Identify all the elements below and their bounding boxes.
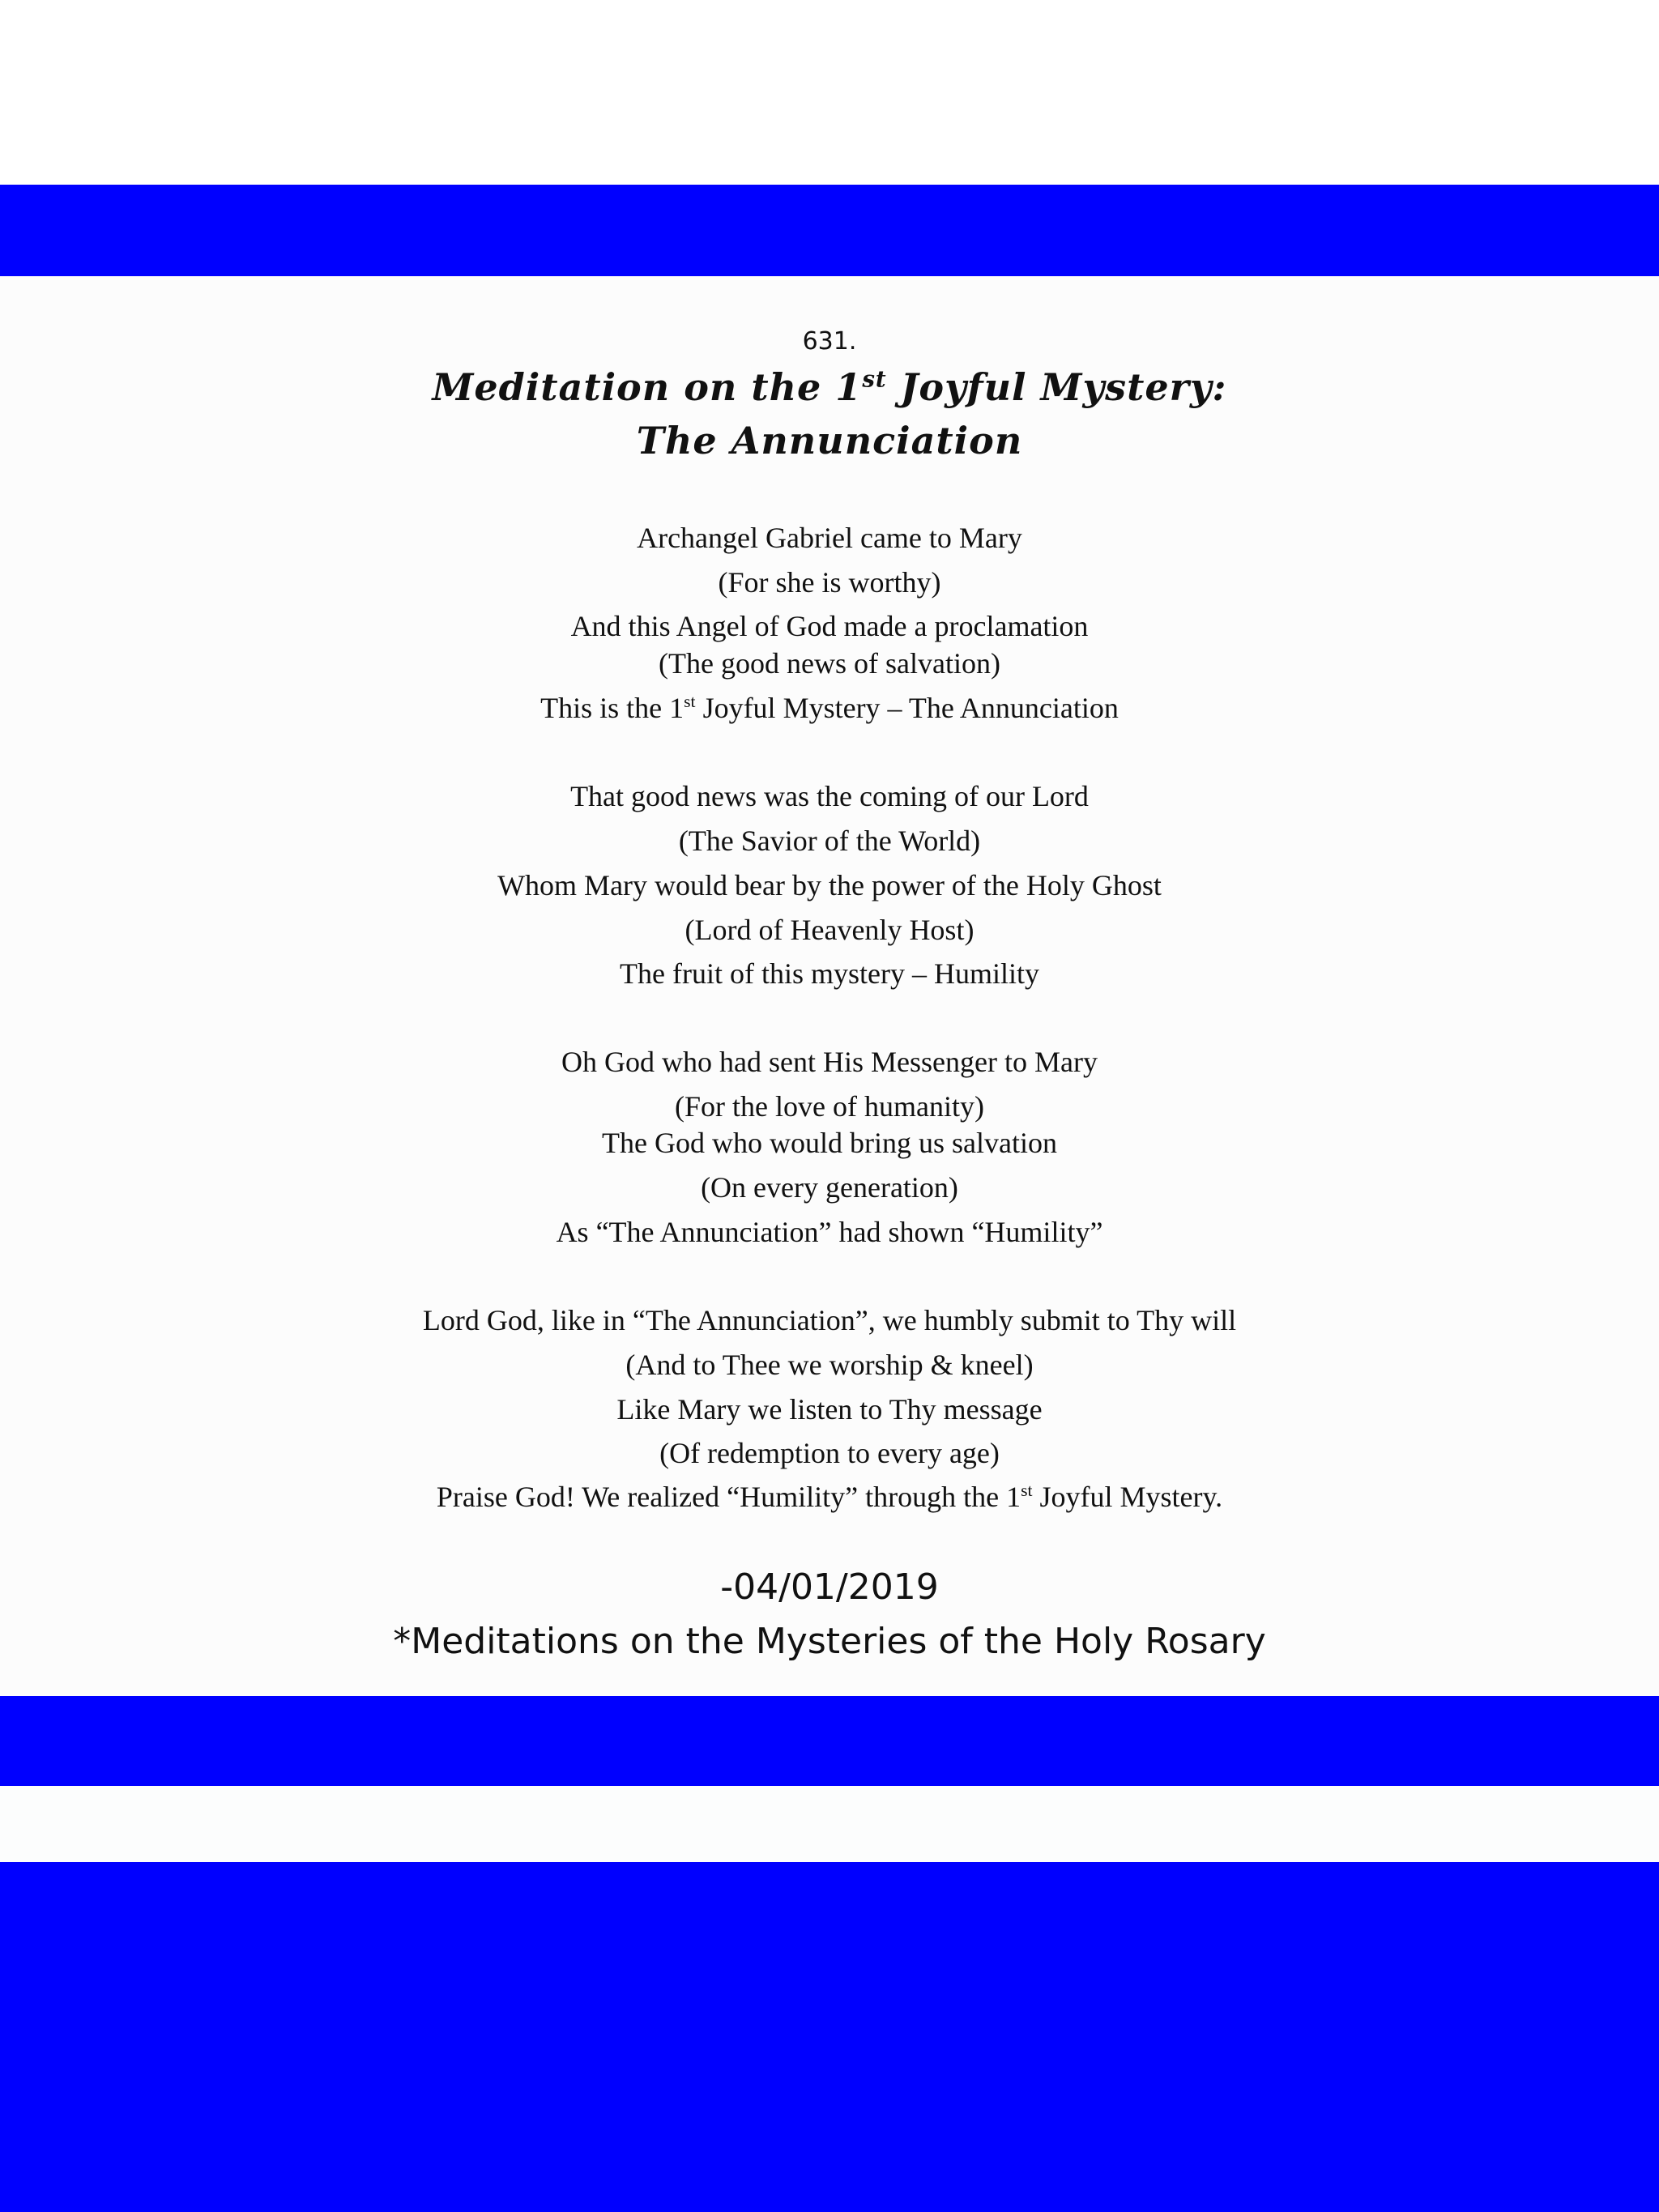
poem-line: That good news was the coming of our Lord	[570, 780, 1089, 812]
poem-line	[0, 1479, 1659, 1515]
poem-line: The God who would bring us salvation	[602, 1127, 1057, 1159]
white-gap-band	[0, 1786, 1659, 1862]
page-title-line-1	[0, 363, 1659, 411]
ordinal-superscript: st	[1021, 1481, 1033, 1500]
poem-line: Lord God, like in “The Annunciation”, we humbly submit to Thy will	[422, 1304, 1237, 1336]
poem-line: Whom Mary would bear by the power of the Holy Ghost	[497, 869, 1162, 901]
title-text-after: Joyful Mystery:	[886, 365, 1227, 409]
poem-line: (Lord of Heavenly Host)	[684, 914, 975, 946]
poem-line: The fruit of this mystery – Humility	[620, 957, 1039, 990]
poem-line: As “The Annunciation” had shown “Humility”	[556, 1216, 1103, 1248]
poem-line: (Of redemption to every age)	[659, 1437, 1000, 1469]
title-text-before: Meditation on the 1	[432, 365, 863, 409]
poem-line	[0, 690, 1659, 726]
poem-line: Like Mary we listen to Thy message	[616, 1393, 1043, 1426]
poem-line: Archangel Gabriel came to Mary	[637, 522, 1022, 554]
poem-line: (The Savior of the World)	[678, 825, 981, 857]
poem-line: (For she is worthy)	[718, 566, 941, 599]
bottom-blue-band	[0, 1862, 1659, 2212]
poem-line: (And to Thee we worship & kneel)	[625, 1349, 1034, 1381]
poem-line: Oh God who had sent His Messenger to Mary	[561, 1046, 1098, 1078]
poem-text: This is the 1	[540, 692, 684, 724]
page-title-line-2: The Annunciation	[636, 419, 1023, 462]
date-signature: -04/01/2019	[720, 1566, 939, 1608]
poem-line: And this Angel of God made a proclamation	[570, 610, 1089, 642]
page-number: 631.	[802, 327, 857, 356]
poem-text: Praise God! We realized “Humility” through the 1	[436, 1481, 1021, 1513]
series-title: *Meditations on the Mysteries of the Holy Rosary	[393, 1621, 1266, 1662]
poem-line: (For the love of humanity)	[675, 1090, 984, 1123]
poem-text: Joyful Mystery.	[1032, 1481, 1223, 1513]
poem-text: Joyful Mystery – The Annunciation	[695, 692, 1119, 724]
poem-line: (On every generation)	[701, 1171, 958, 1204]
middle-blue-band	[0, 1696, 1659, 1786]
top-blue-band	[0, 185, 1659, 276]
title-superscript: st	[862, 365, 887, 393]
poem-line: (The good news of salvation)	[659, 647, 1000, 680]
ordinal-superscript: st	[684, 692, 696, 711]
